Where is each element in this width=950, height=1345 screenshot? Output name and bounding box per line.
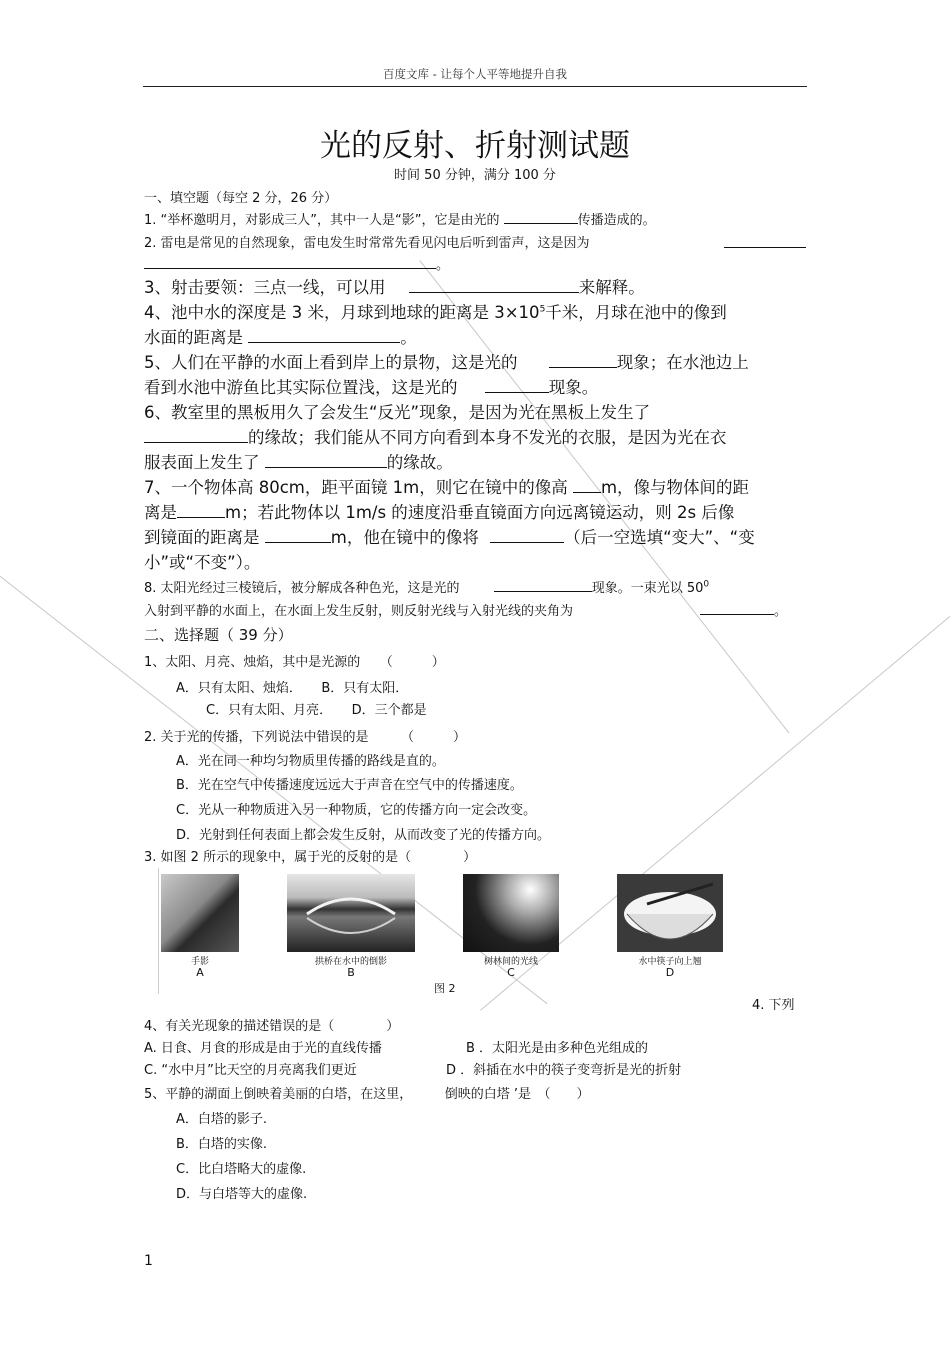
question-7-line-4: 小”或“不变”）。	[144, 553, 261, 572]
question-2: 2. 雷电是常见的自然现象，雷电发生时常常先看见闪电后听到雷声，这是因为	[144, 236, 590, 251]
answer-blank[interactable]	[177, 501, 225, 519]
hand-shadow-photo	[161, 874, 239, 952]
answer-blank[interactable]	[494, 578, 592, 592]
question-6-end: 服表面上发生了 的缘故。	[144, 449, 453, 473]
answer-blank[interactable]	[490, 526, 564, 544]
choice-1-options-cd: C．只有太阳、月亮． D．三个都是	[206, 703, 427, 718]
question-6: 6、教室里的黑板用久了会发生“反光”现象，是因为光在黑板上发生了	[144, 403, 651, 422]
question-6-continued: 的缘故；我们能从不同方向看到本身不发光的衣服，是因为光在衣	[144, 424, 727, 448]
section-heading-fill: 一、填空题（每空 2 分，26 分）	[144, 191, 338, 206]
choice-4-option-d: D ．斜插在水中的筷子变弯折是光的折射	[446, 1063, 682, 1078]
figure-letter-b: B	[347, 966, 355, 979]
section-heading-choice: 二、选择题（ 39 分）	[144, 626, 293, 644]
choice-question-3: 3. 如图 2 所示的现象中，属于光的反射的是（ ）	[144, 850, 477, 865]
answer-blank[interactable]	[265, 451, 387, 469]
figure-caption-b: 拱桥在水中的倒影	[314, 957, 387, 967]
page-number: 1	[144, 1253, 153, 1269]
answer-blank[interactable]	[265, 526, 331, 544]
choice-5-option-c: C．比白塔略大的虚像.	[176, 1162, 307, 1177]
choice-1-options-ab: A．只有太阳、烛焰． B．只有太阳．	[176, 681, 409, 696]
answer-blank[interactable]	[700, 601, 774, 615]
answer-blank[interactable]	[724, 231, 806, 248]
question-2-continued: 。	[144, 254, 449, 273]
chopsticks-bowl-photo	[617, 874, 723, 952]
answer-blank[interactable]	[409, 276, 579, 294]
question-5: 5、人们在平静的水面上看到岸上的景物，这是光的 现象；在水池边上	[144, 349, 749, 373]
page-title: 光的反射、折射测试题	[320, 128, 630, 164]
choice-4-option-b: B ．太阳光是由多种色光组成的	[466, 1041, 649, 1056]
choice-2-option-c: C．光从一种物质进入另一种物质，它的传播方向一定会改变。	[176, 803, 537, 818]
bowl-icon	[617, 874, 723, 952]
figure-label: 图 2	[434, 982, 456, 995]
choice-question-1: 1、太阳、月亮、烛焰，其中是光源的 （ ）	[144, 655, 445, 670]
choice-2-option-a: A．光在同一种均匀物质里传播的路线是直的。	[176, 754, 445, 769]
choice-5-option-d: D．与白塔等大的虚像.	[176, 1187, 308, 1202]
question-7-line-2: 离是 m；若此物体以 1m/s 的速度沿垂直镜面方向远离镜运动，则 2s 后像	[144, 499, 734, 523]
page-subtitle: 时间 50 分钟，满分 100 分	[394, 168, 556, 183]
figure-letter-d: D	[665, 966, 675, 979]
answer-blank[interactable]	[549, 351, 617, 369]
header-rule	[143, 86, 807, 87]
question-1: 1. “举杯邀明月，对影成三人”，其中一人是“影”，它是由光的 传播造成的。	[144, 209, 656, 228]
choice-5-option-a: A．白塔的影子.	[176, 1112, 268, 1127]
choice-5-option-b: B．白塔的实像.	[176, 1137, 268, 1152]
choice-4-option-a: A. 日食、月食的形成是由于光的直线传播	[144, 1041, 382, 1056]
answer-blank[interactable]	[573, 476, 601, 494]
forest-light-photo	[463, 874, 559, 952]
question-4-lead: 4. 下列	[752, 998, 795, 1013]
question-5-continued: 看到水池中游鱼比其实际位置浅，这是光的 现象。	[144, 374, 598, 398]
choice-question-5: 5、平静的湖面上倒映着美丽的白塔，在这里， 倒映的白塔 ’是 （ ）	[144, 1087, 590, 1102]
choice-question-4: 4、有关光现象的描述错误的是（ ）	[144, 1019, 400, 1034]
question-8-continued: 入射到平静的水面上，在水面上发生反射，则反射光线与入射光线的夹角为	[144, 604, 574, 619]
question-8: 8. 太阳光经过三棱镜后，被分解成各种色光，这是光的 现象。一束光以 $50^0$	[144, 579, 710, 596]
bridge-reflection-photo	[287, 874, 415, 952]
question-7: 7、一个物体高 80cm，距平面镜 1m，则它在镜中的像高 m，像与物体间的距	[144, 474, 749, 498]
question-4: 4、池中水的深度是 3 米，月球到地球的距离是 $3\times 10^5$千米，月球在池中的像到	[144, 303, 727, 322]
figure-caption-d: 水中筷子向上翘	[638, 957, 702, 967]
answer-blank[interactable]	[485, 376, 549, 394]
figure-caption-a: 手影	[190, 957, 209, 967]
choice-2-option-b: B．光在空气中传播速度远远大于声音在空气中的传播速度。	[176, 778, 523, 793]
figure-2	[158, 868, 739, 994]
figure-letter-a: A	[196, 966, 204, 979]
answer-blank[interactable]	[504, 210, 578, 224]
question-4-continued: 水面的距离是 。	[144, 324, 417, 348]
answer-blank[interactable]	[144, 255, 436, 269]
choice-question-2: 2. 关于光的传播，下列说法中错误的是 （ ）	[144, 730, 467, 745]
answer-blank[interactable]	[248, 326, 400, 344]
figure-caption-c: 树林间的光线	[483, 957, 538, 967]
answer-blank[interactable]	[144, 426, 248, 444]
question-3: 3、射击要领：三点一线，可以用 来解释。	[144, 274, 645, 298]
choice-4-option-c: C. “水中月”比天空的月亮离我们更近	[144, 1063, 357, 1078]
question-7-line-3: 到镜面的距离是 m，他在镜中的像将 （后一空选填“变大”、“变	[144, 524, 755, 548]
page-header: 百度文库 - 让每个人平等地提升自我	[383, 67, 567, 81]
figure-letter-c: C	[507, 966, 515, 979]
bridge-icon	[287, 874, 415, 952]
choice-2-option-d: D．光射到任何表面上都会发生反射，从而改变了光的传播方向。	[176, 828, 551, 843]
question-8-end: 。	[700, 600, 787, 619]
